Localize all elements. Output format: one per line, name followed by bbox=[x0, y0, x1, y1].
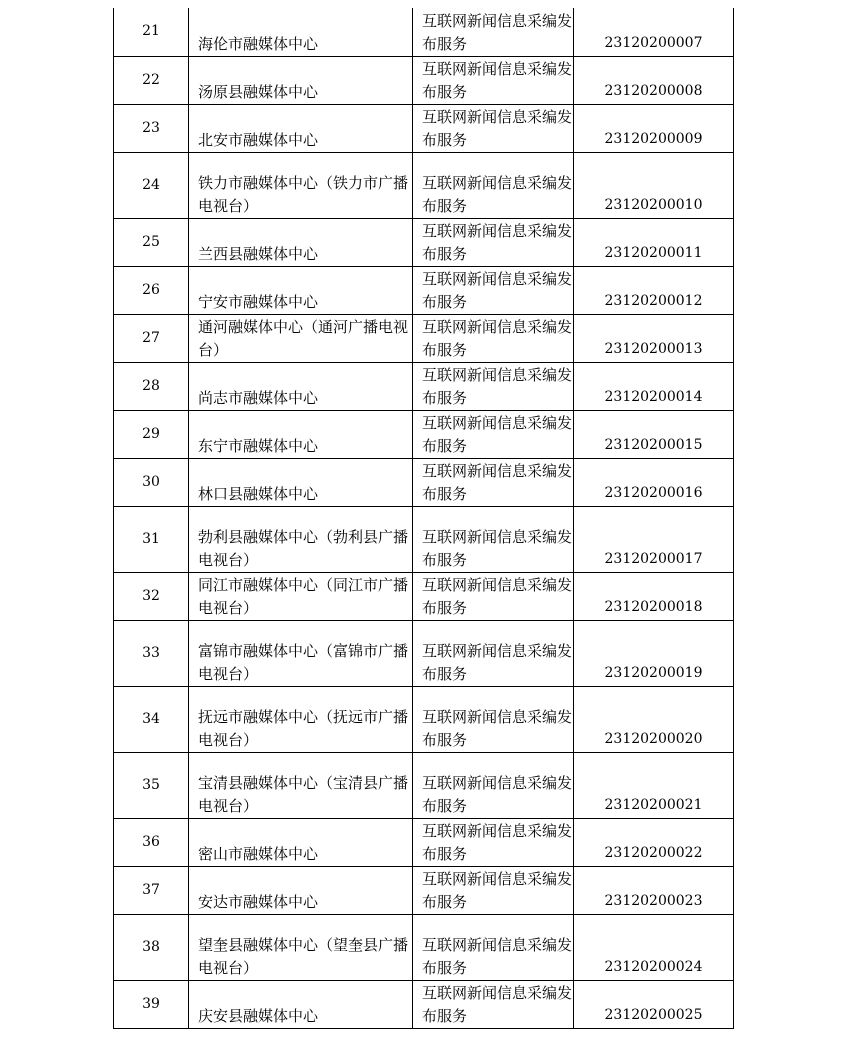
registration-code: 23120200020 bbox=[574, 686, 734, 752]
row-number: 26 bbox=[114, 266, 189, 314]
service-type: 互联网新闻信息采编发布服务 bbox=[413, 572, 574, 620]
registration-code: 23120200009 bbox=[574, 104, 734, 152]
table-row bbox=[114, 314, 734, 362]
row-number: 24 bbox=[114, 152, 189, 218]
organization-name: 宁安市融媒体中心 bbox=[189, 266, 413, 314]
service-type: 互联网新闻信息采编发布服务 bbox=[413, 218, 574, 266]
row-number: 22 bbox=[114, 56, 189, 104]
registration-code: 23120200012 bbox=[574, 266, 734, 314]
registration-code: 23120200021 bbox=[574, 752, 734, 818]
organization-name: 庆安县融媒体中心 bbox=[189, 980, 413, 1028]
row-number: 30 bbox=[114, 458, 189, 506]
row-number: 39 bbox=[114, 980, 189, 1028]
registration-code: 23120200014 bbox=[574, 362, 734, 410]
registry-table-body bbox=[114, 8, 734, 1028]
registration-code: 23120200023 bbox=[574, 866, 734, 914]
row-number: 28 bbox=[114, 362, 189, 410]
table-row bbox=[114, 56, 734, 104]
row-number: 38 bbox=[114, 914, 189, 980]
service-type: 互联网新闻信息采编发布服务 bbox=[413, 56, 574, 104]
table-row bbox=[114, 266, 734, 314]
organization-name: 东宁市融媒体中心 bbox=[189, 410, 413, 458]
registration-code: 23120200017 bbox=[574, 506, 734, 572]
organization-name: 宝清县融媒体中心（宝清县广播电视台） bbox=[189, 752, 413, 818]
row-number: 34 bbox=[114, 686, 189, 752]
service-type: 互联网新闻信息采编发布服务 bbox=[413, 686, 574, 752]
table-row bbox=[114, 752, 734, 818]
service-type: 互联网新闻信息采编发布服务 bbox=[413, 8, 574, 56]
registration-code: 23120200024 bbox=[574, 914, 734, 980]
table-row bbox=[114, 980, 734, 1028]
service-type: 互联网新闻信息采编发布服务 bbox=[413, 152, 574, 218]
table-row bbox=[114, 620, 734, 686]
service-type: 互联网新闻信息采编发布服务 bbox=[413, 362, 574, 410]
registration-code: 23120200013 bbox=[574, 314, 734, 362]
service-type: 互联网新闻信息采编发布服务 bbox=[413, 458, 574, 506]
service-type: 互联网新闻信息采编发布服务 bbox=[413, 980, 574, 1028]
table-row bbox=[114, 104, 734, 152]
service-type: 互联网新闻信息采编发布服务 bbox=[413, 620, 574, 686]
row-number: 23 bbox=[114, 104, 189, 152]
table-row bbox=[114, 218, 734, 266]
organization-name: 望奎县融媒体中心（望奎县广播电视台） bbox=[189, 914, 413, 980]
row-number: 36 bbox=[114, 818, 189, 866]
table-row bbox=[114, 410, 734, 458]
service-type: 互联网新闻信息采编发布服务 bbox=[413, 410, 574, 458]
organization-name: 林口县融媒体中心 bbox=[189, 458, 413, 506]
organization-name: 铁力市融媒体中心（铁力市广播电视台） bbox=[189, 152, 413, 218]
service-type: 互联网新闻信息采编发布服务 bbox=[413, 314, 574, 362]
table-row bbox=[114, 914, 734, 980]
table-row bbox=[114, 362, 734, 410]
registry-table bbox=[113, 8, 734, 1029]
organization-name: 兰西县融媒体中心 bbox=[189, 218, 413, 266]
organization-name: 尚志市融媒体中心 bbox=[189, 362, 413, 410]
row-number: 29 bbox=[114, 410, 189, 458]
service-type: 互联网新闻信息采编发布服务 bbox=[413, 104, 574, 152]
registration-code: 23120200018 bbox=[574, 572, 734, 620]
row-number: 31 bbox=[114, 506, 189, 572]
organization-name: 通河融媒体中心（通河广播电视台） bbox=[189, 314, 413, 362]
registration-code: 23120200008 bbox=[574, 56, 734, 104]
service-type: 互联网新闻信息采编发布服务 bbox=[413, 866, 574, 914]
table-row bbox=[114, 686, 734, 752]
table-row bbox=[114, 152, 734, 218]
organization-name: 北安市融媒体中心 bbox=[189, 104, 413, 152]
table-row bbox=[114, 818, 734, 866]
registration-code: 23120200025 bbox=[574, 980, 734, 1028]
table-row bbox=[114, 8, 734, 56]
service-type: 互联网新闻信息采编发布服务 bbox=[413, 506, 574, 572]
organization-name: 密山市融媒体中心 bbox=[189, 818, 413, 866]
organization-name: 勃利县融媒体中心（勃利县广播电视台） bbox=[189, 506, 413, 572]
organization-name: 海伦市融媒体中心 bbox=[189, 8, 413, 56]
table-row bbox=[114, 458, 734, 506]
row-number: 32 bbox=[114, 572, 189, 620]
service-type: 互联网新闻信息采编发布服务 bbox=[413, 914, 574, 980]
registration-code: 23120200007 bbox=[574, 8, 734, 56]
row-number: 25 bbox=[114, 218, 189, 266]
table-row bbox=[114, 572, 734, 620]
row-number: 37 bbox=[114, 866, 189, 914]
table-row bbox=[114, 506, 734, 572]
organization-name: 富锦市融媒体中心（富锦市广播电视台） bbox=[189, 620, 413, 686]
registration-code: 23120200016 bbox=[574, 458, 734, 506]
row-number: 35 bbox=[114, 752, 189, 818]
organization-name: 同江市融媒体中心（同江市广播电视台） bbox=[189, 572, 413, 620]
service-type: 互联网新闻信息采编发布服务 bbox=[413, 752, 574, 818]
service-type: 互联网新闻信息采编发布服务 bbox=[413, 818, 574, 866]
registration-code: 23120200015 bbox=[574, 410, 734, 458]
registration-code: 23120200010 bbox=[574, 152, 734, 218]
row-number: 27 bbox=[114, 314, 189, 362]
row-number: 21 bbox=[114, 8, 189, 56]
registration-code: 23120200022 bbox=[574, 818, 734, 866]
table-row bbox=[114, 866, 734, 914]
organization-name: 安达市融媒体中心 bbox=[189, 866, 413, 914]
registration-code: 23120200011 bbox=[574, 218, 734, 266]
organization-name: 抚远市融媒体中心（抚远市广播电视台） bbox=[189, 686, 413, 752]
service-type: 互联网新闻信息采编发布服务 bbox=[413, 266, 574, 314]
organization-name: 汤原县融媒体中心 bbox=[189, 56, 413, 104]
registration-code: 23120200019 bbox=[574, 620, 734, 686]
row-number: 33 bbox=[114, 620, 189, 686]
